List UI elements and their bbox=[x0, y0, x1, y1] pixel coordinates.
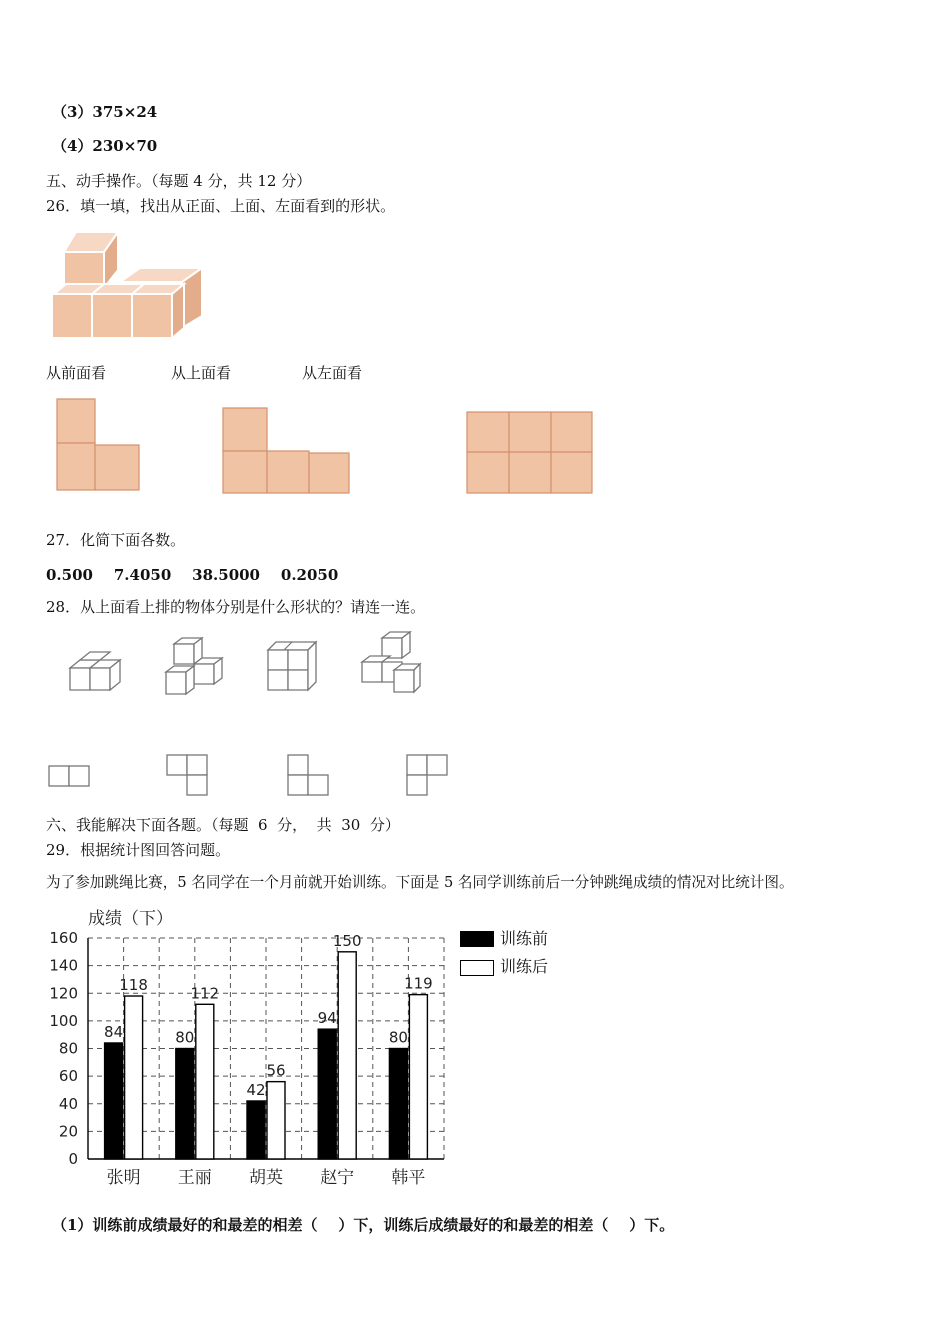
chart-legend bbox=[458, 927, 568, 983]
view-left-label: 从左面看 bbox=[302, 364, 363, 382]
view-front-label: 从前面看 bbox=[46, 364, 107, 382]
calc-item-4: （4）230×70 bbox=[52, 137, 158, 155]
y-tick-label: 40 bbox=[58, 1094, 78, 1113]
bar-after bbox=[338, 952, 356, 1159]
q28-shape-4 bbox=[406, 754, 452, 798]
x-category-label: 赵宁 bbox=[320, 1168, 355, 1188]
bar-value-label: 56 bbox=[266, 1061, 286, 1080]
x-category-label: 王丽 bbox=[177, 1168, 212, 1188]
bar-value-label: 119 bbox=[404, 974, 433, 993]
q29-intro: 为了参加跳绳比赛，5 名同学在一个月前就开始训练。下面是 5 名同学训练前后一分钟跳绳成绩的情况对比统计图。 bbox=[46, 874, 794, 891]
bar-after bbox=[125, 996, 143, 1159]
q28-object-2 bbox=[162, 636, 226, 698]
left-view-figure bbox=[466, 411, 594, 495]
q26-cube-figure bbox=[48, 228, 206, 340]
front-view-figure bbox=[56, 398, 142, 494]
bar-value-label: 94 bbox=[317, 1009, 337, 1028]
legend-swatch-after bbox=[460, 960, 494, 976]
bar-value-label: 84 bbox=[104, 1022, 124, 1041]
bar-value-label: 42 bbox=[246, 1080, 266, 1099]
y-axis-label: 成绩（下） bbox=[88, 909, 173, 929]
y-tick-label: 80 bbox=[58, 1039, 78, 1058]
y-tick-label: 60 bbox=[58, 1067, 78, 1086]
q28-shape-2 bbox=[166, 754, 212, 798]
q28-object-4 bbox=[358, 630, 424, 694]
x-category-label: 胡英 bbox=[249, 1168, 283, 1188]
legend-label-after: 训练后 bbox=[500, 957, 549, 976]
y-tick-label: 160 bbox=[49, 929, 78, 947]
q28-object-3 bbox=[264, 638, 322, 696]
y-tick-label: 0 bbox=[68, 1150, 78, 1168]
q26-prompt: 26．填一填，找出从正面、上面、左面看到的形状。 bbox=[46, 197, 396, 215]
bar-value-label: 80 bbox=[388, 1028, 408, 1047]
q28-prompt: 28．从上面看上排的物体分别是什么形状的？请连一连。 bbox=[46, 598, 426, 616]
q29-sub1: （1）训练前成绩最好的和最差的相差（ ）下，训练后成绩最好的和最差的相差（ ）下。 bbox=[52, 1216, 675, 1234]
y-tick-label: 20 bbox=[58, 1122, 78, 1141]
q28-shape-3 bbox=[287, 754, 333, 798]
q27-prompt: 27．化简下面各数。 bbox=[46, 531, 186, 549]
y-tick-label: 120 bbox=[49, 984, 78, 1003]
q28-object-1 bbox=[66, 648, 126, 694]
view-top-label: 从上面看 bbox=[171, 364, 232, 382]
x-category-label: 张明 bbox=[106, 1168, 141, 1188]
y-tick-label: 100 bbox=[49, 1011, 78, 1030]
bar-after bbox=[267, 1082, 285, 1159]
section-6-title: 六、我能解决下面各题。（每题 6 分， 共 30 分） bbox=[46, 816, 400, 834]
legend-label-before: 训练前 bbox=[500, 929, 549, 948]
section-5-title: 五、动手操作。（每题 4 分，共 12 分） bbox=[46, 172, 312, 190]
calc-item-3: （3）375×24 bbox=[52, 103, 158, 121]
bar-before bbox=[247, 1101, 265, 1159]
bar-after bbox=[409, 995, 427, 1159]
q29-prompt: 29．根据统计图回答问题。 bbox=[46, 841, 231, 859]
bar-before bbox=[318, 1029, 336, 1159]
bar-value-label: 150 bbox=[332, 931, 362, 950]
bar-value-label: 80 bbox=[175, 1028, 195, 1047]
legend-swatch-before bbox=[460, 931, 494, 947]
q27-numbers: 0.500 7.4050 38.5000 0.2050 bbox=[46, 566, 339, 584]
q28-shape-1 bbox=[48, 764, 92, 788]
bar-before bbox=[105, 1043, 123, 1159]
bar-after bbox=[196, 1004, 214, 1159]
top-view-figure bbox=[222, 407, 352, 495]
bar-value-label: 118 bbox=[119, 976, 148, 995]
bar-before bbox=[389, 1049, 407, 1160]
x-category-label: 韩平 bbox=[391, 1168, 426, 1188]
y-tick-label: 140 bbox=[49, 956, 78, 975]
bar-before bbox=[176, 1049, 194, 1160]
bar-value-label: 112 bbox=[190, 984, 220, 1003]
